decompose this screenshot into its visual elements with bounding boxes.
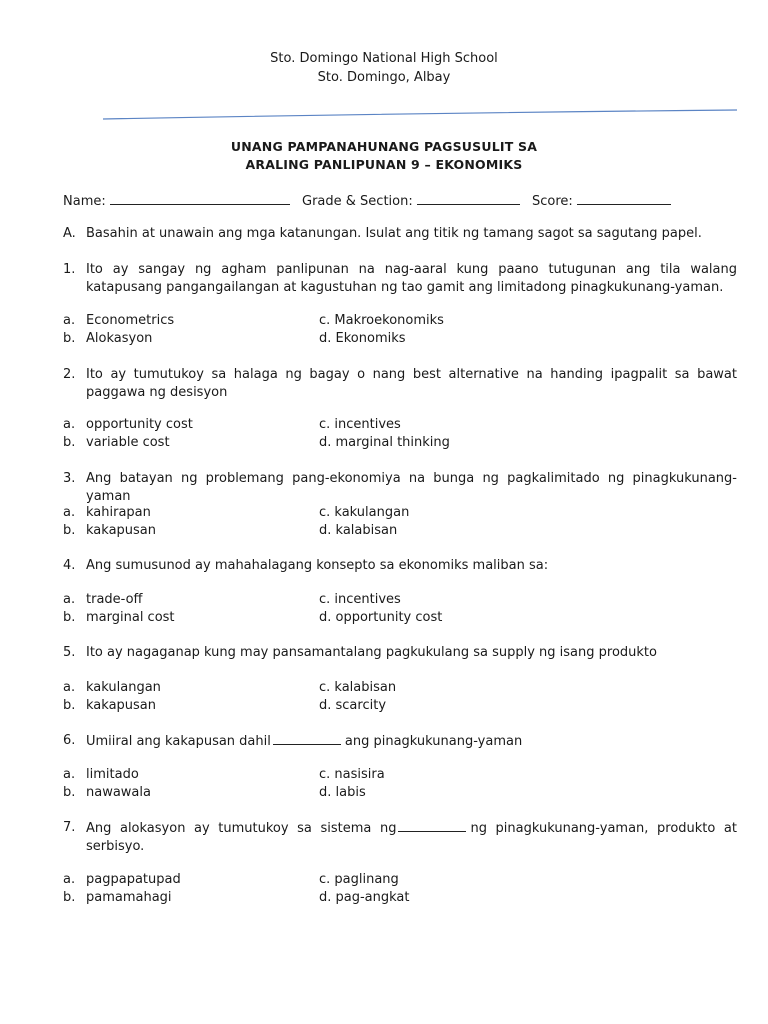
student-info-line [63, 191, 743, 209]
grade-section-label: Grade & Section: [302, 194, 413, 209]
option-b: pamamahagi [86, 890, 172, 905]
option-d: d. labis [319, 785, 366, 800]
option-d: d. Ekonomiks [319, 331, 406, 346]
option-letter-a: a. [63, 505, 76, 520]
question-3 [63, 470, 737, 506]
option-d: d. marginal thinking [319, 435, 450, 450]
question-2-options [63, 416, 737, 452]
option-b: variable cost [86, 435, 170, 450]
question-text [86, 819, 737, 856]
option-letter-a: a. [63, 767, 76, 782]
question-number: 2. [63, 367, 76, 382]
option-c: c. nasisira [319, 767, 385, 782]
question-text: Ang sumusunod ay mahahalagang konsepto sa ekonomiks maliban sa: [86, 558, 549, 573]
school-name: Sto. Domingo National High School [270, 51, 498, 66]
question-text-after: ng pinagkukunang-yaman, produkto at serbisyo. [86, 821, 737, 854]
question-text-before: Umiiral ang kakapusan dahil [86, 734, 271, 749]
score-label: Score: [532, 194, 573, 209]
question-number: 3. [63, 471, 76, 486]
exam-title [0, 138, 768, 174]
name-label: Name: [63, 194, 106, 209]
option-a: limitado [86, 767, 139, 782]
option-b: nawawala [86, 785, 151, 800]
option-letter-b: b. [63, 331, 76, 346]
option-b: kakapusan [86, 698, 157, 713]
option-d: d. kalabisan [319, 523, 398, 538]
option-letter-b: b. [63, 435, 76, 450]
question-5-options [63, 679, 737, 715]
option-c: c. kakulangan [319, 505, 410, 520]
question-text [86, 732, 737, 751]
option-letter-a: a. [63, 313, 76, 328]
option-letter-a: a. [63, 592, 76, 607]
question-number: 4. [63, 558, 76, 573]
question-text: Ito ay nagaganap kung may pansamantalang pagkukulang sa supply ng isang produkto [86, 645, 657, 660]
option-c: c. incentives [319, 417, 401, 432]
question-7 [63, 819, 737, 856]
exam-title-line1: UNANG PAMPANAHUNANG PAGSUSULIT SA [230, 139, 538, 154]
option-c: c. incentives [319, 592, 401, 607]
answer-blank [398, 819, 466, 832]
score-blank [577, 191, 671, 205]
option-letter-b: b. [63, 698, 76, 713]
question-text: Ang batayan ng problemang pang-ekonomiya na bunga ng pagkalimitado ng pinagkukunang-yaman [86, 471, 737, 504]
header-divider [0, 0, 768, 140]
option-letter-a: a. [63, 680, 76, 695]
option-a: pagpapatupad [86, 872, 181, 887]
question-text-after: ang pinagkukunang-yaman [344, 734, 523, 749]
school-location: Sto. Domingo, Albay [317, 70, 451, 85]
option-a: trade-off [86, 592, 143, 607]
question-number: 1. [63, 262, 76, 277]
option-letter-b: b. [63, 610, 76, 625]
question-6 [63, 732, 737, 751]
question-2 [63, 366, 737, 402]
instruction-text: Basahin at unawain ang mga katanungan. Isulat ang titik ng tamang sagot sa sagutang papel. [86, 226, 702, 241]
question-5 [63, 644, 737, 662]
question-number: 5. [63, 645, 76, 660]
question-3-options [63, 504, 737, 540]
question-number: 6. [63, 733, 76, 748]
option-b: Alokasyon [86, 331, 153, 346]
option-b: marginal cost [86, 610, 175, 625]
option-c: c. kalabisan [319, 680, 397, 695]
question-text-before: Ang alokasyon ay tumutukoy sa sistema ng [86, 821, 397, 836]
option-a: Econometrics [86, 313, 175, 328]
question-6-options [63, 766, 737, 802]
answer-blank [273, 732, 341, 745]
option-letter-b: b. [63, 785, 76, 800]
option-letter-b: b. [63, 523, 76, 538]
question-text: Ito ay sangay ng agham panlipunan na nag-aaral kung paano tutugunan ang tila walang katapusang pangangailangan at kagustuhan ng tao gamit ang limitadong pinagkukunang-yaman. [86, 262, 737, 295]
instruction [63, 226, 743, 241]
option-letter-a: a. [63, 872, 76, 887]
option-letter-b: b. [63, 890, 76, 905]
exam-title-line2: ARALING PANLIPUNAN 9 – EKONOMIKS [245, 157, 523, 172]
question-1 [63, 261, 737, 297]
option-c: c. Makroekonomiks [319, 313, 444, 328]
option-letter-a: a. [63, 417, 76, 432]
question-4 [63, 557, 737, 575]
option-b: kakapusan [86, 523, 157, 538]
option-d: d. scarcity [319, 698, 387, 713]
option-c: c. paglinang [319, 872, 399, 887]
question-4-options [63, 591, 737, 627]
instruction-marker: A. [63, 226, 76, 241]
question-text: Ito ay tumutukoy sa halaga ng bagay o nang best alternative na handing ipagpalit sa bawat paggawa ng desisyon [86, 367, 737, 400]
question-1-options [63, 312, 737, 348]
option-a: kahirapan [86, 505, 151, 520]
option-d: d. pag-angkat [319, 890, 410, 905]
grade-section-blank [417, 191, 520, 205]
question-7-options [63, 871, 737, 907]
option-a: opportunity cost [86, 417, 193, 432]
question-number: 7. [63, 820, 76, 835]
option-a: kakulangan [86, 680, 161, 695]
name-blank [110, 191, 290, 205]
option-d: d. opportunity cost [319, 610, 443, 625]
